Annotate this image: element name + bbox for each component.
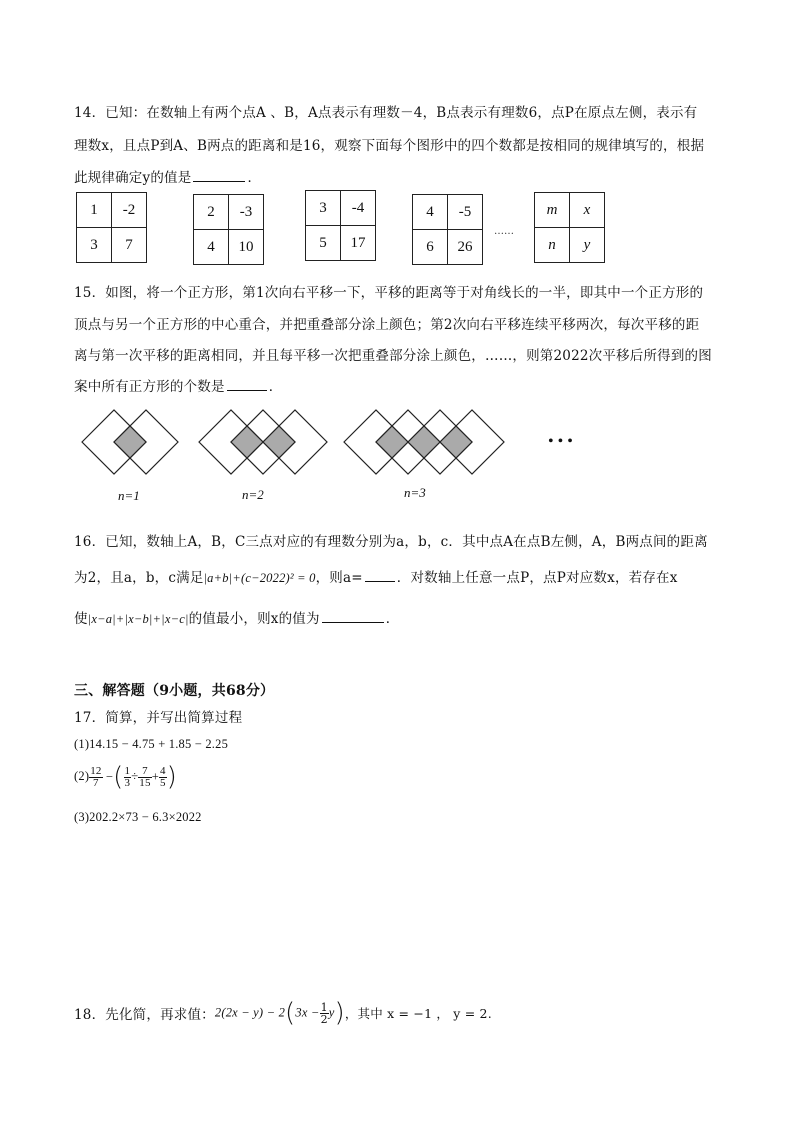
- q17-part-3: (3)202.2×73 − 6.3×2022: [74, 810, 202, 824]
- number-grid-2: 2 -3 4 10: [193, 194, 264, 265]
- number-grid-3: 3 -4 5 17: [305, 190, 376, 261]
- q17-title: 17．简算，并写出简算过程: [74, 710, 243, 726]
- answer-blank-x[interactable]: [322, 610, 384, 623]
- q14-line-1: 14．已知：在数轴上有两个点A 、B，A点表示有理数－4，B点表示有理数6，点P在原点左侧，表示有: [74, 105, 698, 121]
- number-grid-1: 1 -2 3 7: [76, 192, 147, 263]
- q15-line-4: 案中所有正方形的个数是 ．: [74, 379, 283, 395]
- figure-dots: • • •: [548, 433, 573, 450]
- q15-line-2: 顶点与另一个正方形的中心重合，并把重叠部分涂上颜色；第2次向右平移连续平移两次，每次平移的距: [74, 317, 700, 333]
- answer-blank[interactable]: [193, 169, 245, 182]
- figure-n1: [82, 410, 178, 474]
- label-n1: n=1: [118, 488, 140, 503]
- label-n3: n=3: [404, 485, 426, 500]
- q15-line-3: 离与第一次平移的距离相同，并且每平移一次把重叠部分涂上颜色，……，则第2022次平移后所得到的图: [74, 348, 712, 364]
- section-title: 三、解答题（9小题，共68分）: [74, 683, 275, 699]
- q14-line-3: 此规律确定y的值是 ．: [74, 170, 262, 186]
- overlap-shaded: [114, 426, 146, 458]
- q14-line-2: 理数x，且点P到A、B两点的距离和是16，观察下面每个图形中的四个数都是按相同的规律填写的，根据: [74, 138, 705, 154]
- figure-n3: [344, 410, 504, 474]
- abs-condition: |a+b|+(c−2022)² = 0: [203, 571, 316, 585]
- q16-line-3: 使|x−a|+|x−b|+|x−c|的值最小，则x的值为 ．: [74, 611, 400, 627]
- answer-blank[interactable]: [227, 378, 267, 391]
- q16-line-2: 为2，且a，b，c满足|a+b|+(c−2022)² = 0，则a= ．对数轴上任意一点P，点P对应数x，若存在x: [74, 570, 678, 586]
- label-n2: n=2: [242, 487, 264, 502]
- q17-part-1: (1)14.15 − 4.75 + 1.85 − 2.25: [74, 737, 229, 751]
- answer-blank-a[interactable]: [365, 569, 395, 582]
- q15-line-1: 15．如图，将一个正方形，第1次向右平移一下，平移的距离等于对角线长的一半，即其中一个正方形的: [74, 285, 704, 301]
- q17-part-2: (2) $\frac{12}{7}$ −( $\frac{1}{3}$ ÷ $\frac{7}{15}$ + $\frac{4}{5}$ ): [74, 762, 177, 792]
- abs-sum-expression: |x−a|+|x−b|+|x−c|: [87, 612, 189, 626]
- number-grid-5: m x n y: [534, 192, 605, 263]
- q18-line: 18．先化简，再求值：2(2x − y) − 2(3x − $\frac{1}{2}$ y)，其中 x = −1 ， y = 2.: [74, 998, 492, 1028]
- q14-line-3-text: 此规律确定y的值是: [74, 170, 192, 186]
- grid-ellipsis: ……: [494, 226, 514, 237]
- figure-n2: [199, 410, 327, 474]
- number-grid-4: 4 -5 6 26: [412, 194, 483, 265]
- q16-line-1: 16．已知，数轴上A，B，C三点对应的有理数分别为a，b，c．其中点A在点B左侧，A，B两点间的距离: [74, 534, 708, 550]
- square-translation-figure: [70, 400, 590, 510]
